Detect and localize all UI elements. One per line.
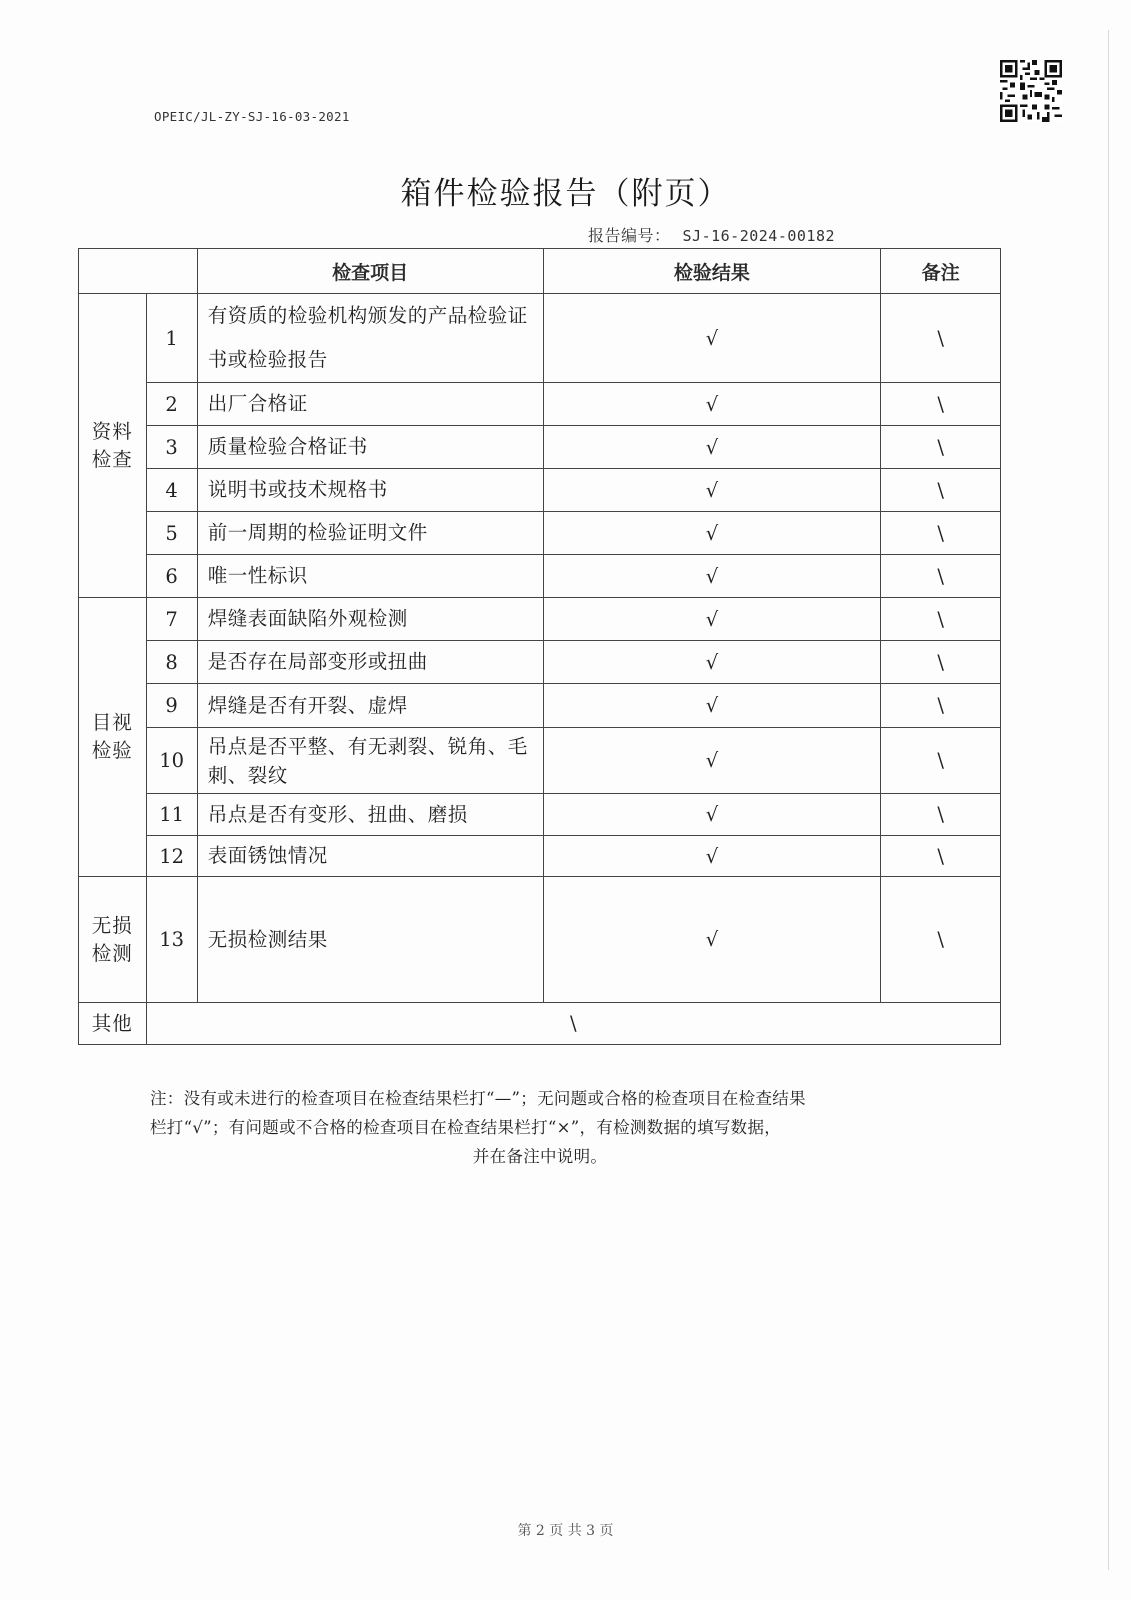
inspection-table — [78, 248, 1001, 1045]
row-number: 11 — [146, 794, 197, 836]
page-number: 第 2 页 共 3 页 — [517, 1523, 614, 1539]
row-result: √ — [543, 512, 881, 555]
column-header-item: 检查项目 — [197, 249, 543, 294]
row-item: 表面锈蚀情况 — [197, 836, 543, 877]
table-row — [79, 794, 1001, 836]
table-row — [79, 555, 1001, 598]
column-header-result: 检验结果 — [543, 249, 881, 294]
row-item: 有资质的检验机构颁发的产品检验证书或检验报告 — [197, 294, 543, 383]
row-item: 出厂合格证 — [197, 383, 543, 426]
row-item: 吊点是否有变形、扭曲、磨损 — [197, 794, 543, 836]
report-number — [588, 223, 835, 246]
table-row — [79, 836, 1001, 877]
row-remark: \ — [881, 294, 1001, 383]
row-result: √ — [543, 383, 881, 426]
row-remark: \ — [881, 641, 1001, 684]
table-row — [79, 641, 1001, 684]
table-row — [79, 383, 1001, 426]
row-number: 8 — [146, 641, 197, 684]
row-result: √ — [543, 728, 881, 794]
row-item: 吊点是否平整、有无剥裂、锐角、毛刺、裂纹 — [197, 728, 543, 794]
row-remark: \ — [881, 794, 1001, 836]
row-result: √ — [543, 426, 881, 469]
header-blank-cell — [79, 249, 198, 294]
row-number: 2 — [146, 383, 197, 426]
row-number: 3 — [146, 426, 197, 469]
row-number: 9 — [146, 684, 197, 728]
table-row — [79, 684, 1001, 728]
row-number: 5 — [146, 512, 197, 555]
row-remark: \ — [881, 426, 1001, 469]
row-item: 质量检验合格证书 — [197, 426, 543, 469]
table-header-row — [79, 249, 1001, 294]
category-other: 其他 — [79, 1003, 147, 1045]
row-remark: \ — [881, 555, 1001, 598]
row-remark: \ — [881, 469, 1001, 512]
category-visual: 目视检验 — [79, 598, 147, 877]
row-number: 10 — [146, 728, 197, 794]
table-row — [79, 728, 1001, 794]
row-item: 焊缝是否有开裂、虚焊 — [197, 684, 543, 728]
row-item: 唯一性标识 — [197, 555, 543, 598]
page-edge-line — [1108, 30, 1109, 1570]
row-item: 无损检测结果 — [197, 877, 543, 1003]
row-item: 焊缝表面缺陷外观检测 — [197, 598, 543, 641]
row-number: 13 — [146, 877, 197, 1003]
document-code: OPEIC/JL-ZY-SJ-16-03-2021 — [154, 109, 350, 124]
row-item: 说明书或技术规格书 — [197, 469, 543, 512]
row-remark: \ — [881, 728, 1001, 794]
category-docs: 资料检查 — [79, 294, 147, 598]
row-remark: \ — [881, 684, 1001, 728]
table-row — [79, 877, 1001, 1003]
report-number-value: SJ-16-2024-00182 — [682, 227, 836, 245]
footnote-line-2: 栏打“√”；有问题或不合格的检查项目在检查结果栏打“×”，有检测数据的填写数据， — [150, 1118, 782, 1137]
table-row — [79, 512, 1001, 555]
report-number-label: 报告编号： — [588, 226, 671, 245]
row-result: √ — [543, 684, 881, 728]
row-number: 12 — [146, 836, 197, 877]
row-item: 前一周期的检验证明文件 — [197, 512, 543, 555]
footnote-line-1: 注：没有或未进行的检查项目在检查结果栏打“—”；无问题或合格的检查项目在检查结果 — [150, 1089, 806, 1108]
footnote-line-3: 并在备注中说明。 — [472, 1147, 608, 1166]
row-number: 6 — [146, 555, 197, 598]
row-remark: \ — [881, 383, 1001, 426]
table-row — [79, 598, 1001, 641]
row-number: 1 — [146, 294, 197, 383]
category-ndt: 无损检测 — [79, 877, 147, 1003]
table-row-other — [79, 1003, 1001, 1045]
row-number: 4 — [146, 469, 197, 512]
column-header-remark: 备注 — [881, 249, 1001, 294]
table-row — [79, 426, 1001, 469]
row-result: √ — [543, 877, 881, 1003]
row-remark: \ — [881, 877, 1001, 1003]
row-result: √ — [543, 598, 881, 641]
other-value: \ — [146, 1003, 1000, 1045]
table-row — [79, 294, 1001, 383]
row-remark: \ — [881, 512, 1001, 555]
row-remark: \ — [881, 836, 1001, 877]
row-result: √ — [543, 555, 881, 598]
qr-code-icon — [1000, 60, 1062, 122]
footnote — [150, 1084, 930, 1171]
row-result: √ — [543, 294, 881, 383]
row-result: √ — [543, 836, 881, 877]
table-row — [79, 469, 1001, 512]
row-result: √ — [543, 794, 881, 836]
page-title: 箱件检验报告（附页） — [400, 176, 731, 212]
row-result: √ — [543, 641, 881, 684]
row-item: 是否存在局部变形或扭曲 — [197, 641, 543, 684]
row-result: √ — [543, 469, 881, 512]
row-number: 7 — [146, 598, 197, 641]
row-remark: \ — [881, 598, 1001, 641]
